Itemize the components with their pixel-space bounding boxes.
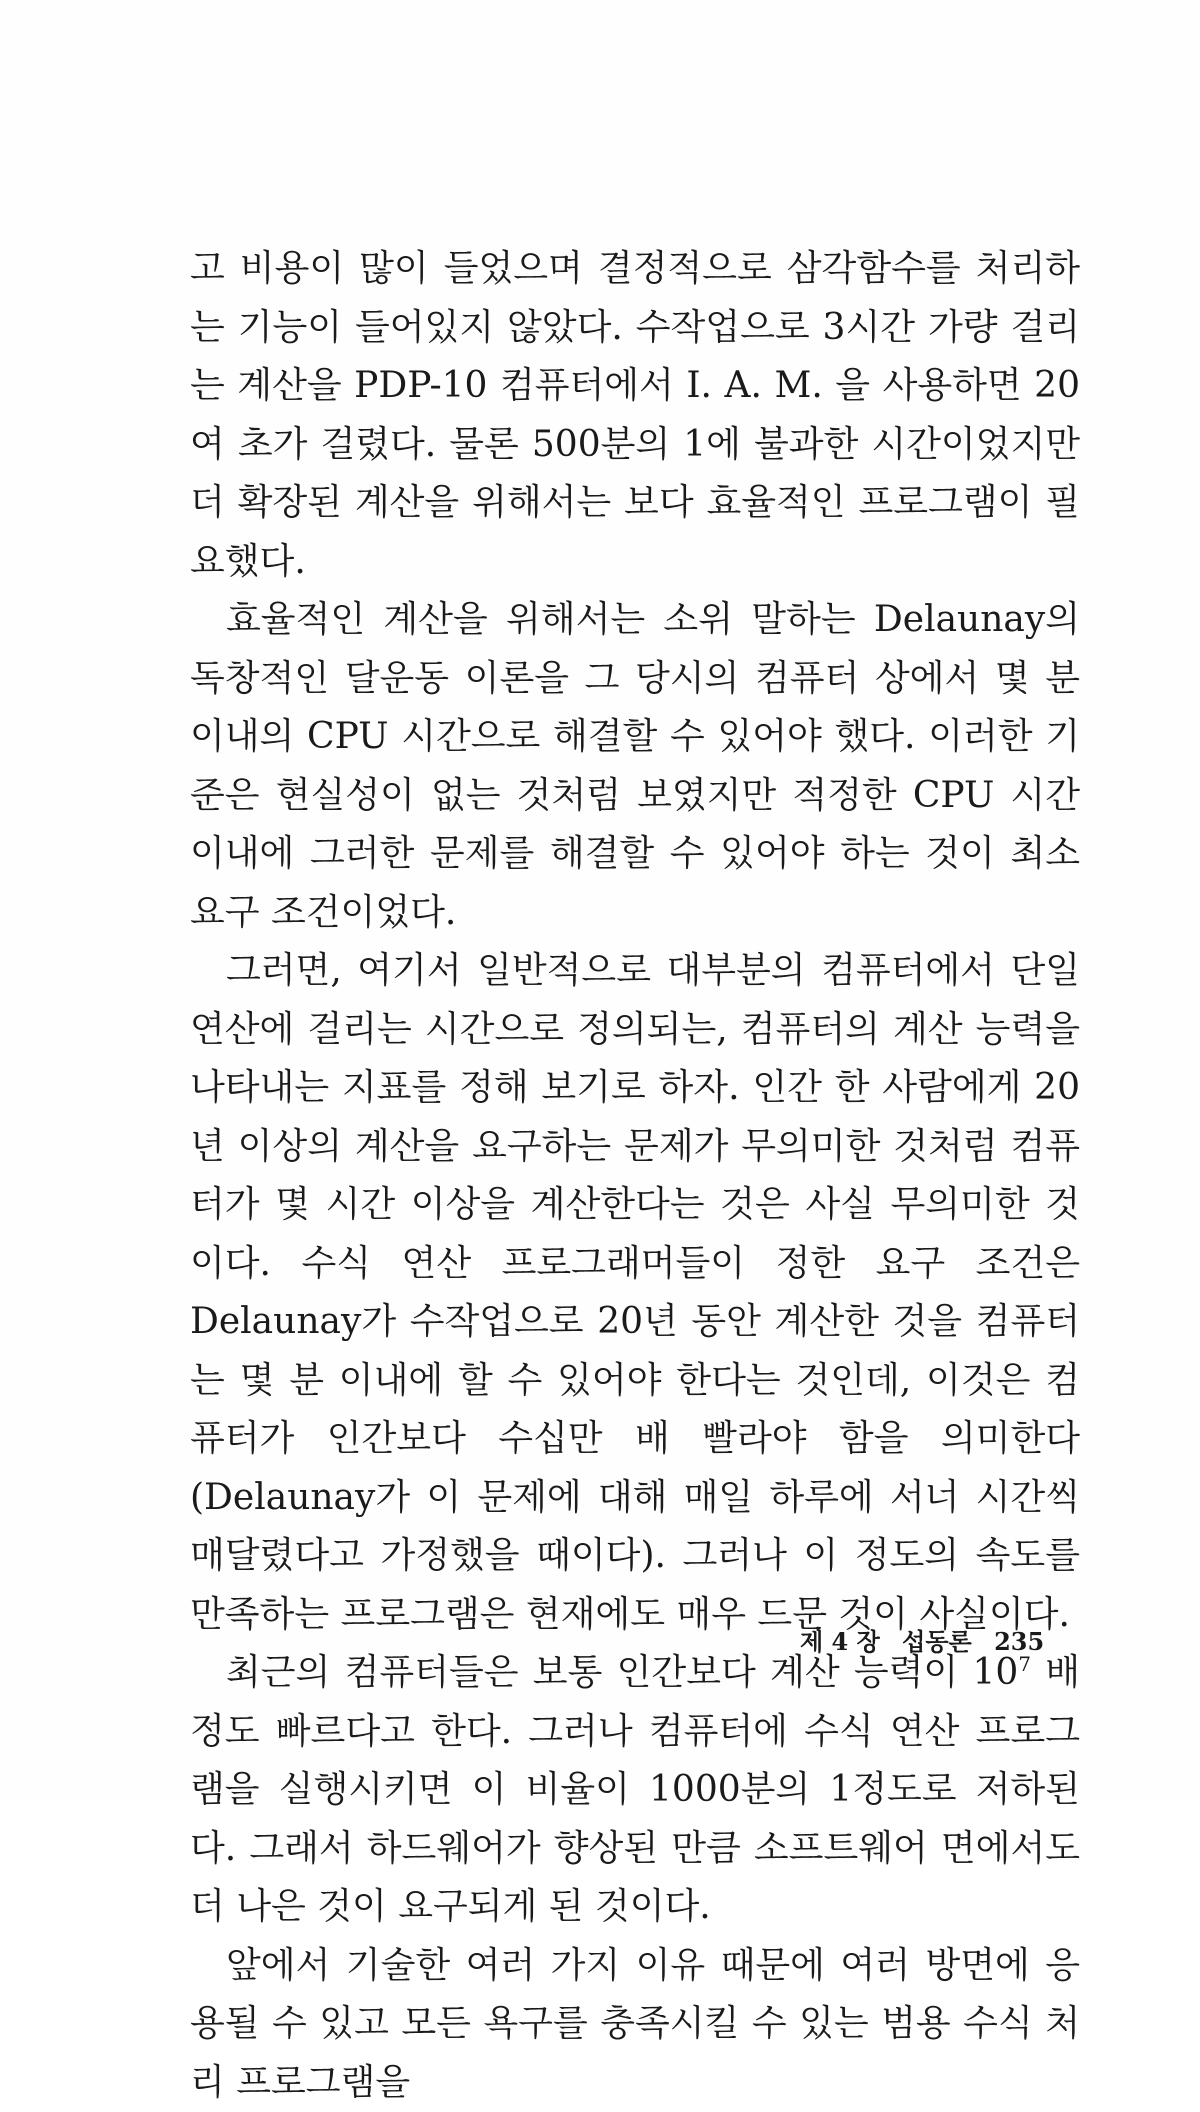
chapter-label: 제 4 장	[800, 1627, 880, 1656]
paragraph	[190, 1644, 1080, 1937]
page-number: 235	[994, 1627, 1044, 1656]
page-footer	[800, 1622, 1100, 1657]
chapter-title: 섭동론	[902, 1627, 972, 1656]
exponent: 7	[1018, 1653, 1031, 1676]
paragraph-text-after-exponent: 배 정도 빠르다고 한다. 그러나 컴퓨터에 수식 연산 프로그램을 실행시키면 이 비율이 1000분의 1정도로 저하된다. 그래서 하드웨어가 향상된 만큼 소프트웨어 면에서도 더 나은 것이 요구되게 된 것이다.	[190, 1652, 1080, 1927]
paragraph: 앞에서 기술한 여러 가지 이유 때문에 여러 방면에 응용될 수 있고 모든 욕구를 충족시킬 수 있는 범용 수식 처리 프로그램을	[190, 1937, 1080, 2112]
paragraph: 효율적인 계산을 위해서는 소위 말하는 Delaunay의 독창적인 달운동 이론을 그 당시의 컴퓨터 상에서 몇 분 이내의 CPU 시간으로 해결할 수 있어야 했다. 이러한 기준은 현실성이 없는 것처럼 보였지만 적정한 CPU 시간 이내에 그러한 문제를 해결할 수 있어야 하는 것이 최소 요구 조건이었다.	[190, 591, 1080, 942]
paragraph-text-before-exponent: 최근의 컴퓨터들은 보통 인간보다 계산 능력이 10	[226, 1652, 1018, 1693]
paragraph: 그러면, 여기서 일반적으로 대부분의 컴퓨터에서 단일 연산에 걸리는 시간으로 정의되는, 컴퓨터의 계산 능력을 나타내는 지표를 정해 보기로 하자. 인간 한 사람에게 20년 이상의 계산을 요구하는 문제가 무의미한 것처럼 컴퓨터가 몇 시간 이상을 계산한다는 것은 사실 무의미한 것이다. 수식 연산 프로그래머들이 정한 요구 조건은 Delaunay가 수작업으로 20년 동안 계산한 것을 컴퓨터는 몇 분 이내에 할 수 있어야 한다는 것인데, 이것은 컴퓨터가 인간보다 수십만 배 빨라야 함을 의미한다(Delaunay가 이 문제에 대해 매일 하루에 서너 시간씩 매달렸다고 가정했을 때이다). 그러나 이 정도의 속도를 만족하는 프로그램은 현재에도 매우 드문 것이 사실이다.	[190, 942, 1080, 1644]
page-body	[190, 240, 1080, 2112]
paragraph: 고 비용이 많이 들었으며 결정적으로 삼각함수를 처리하는 기능이 들어있지 않았다. 수작업으로 3시간 가량 걸리는 계산을 PDP-10 컴퓨터에서 I. A. M. 을 사용하면 20여 초가 걸렸다. 물론 500분의 1에 불과한 시간이었지만 더 확장된 계산을 위해서는 보다 효율적인 프로그램이 필요했다.	[190, 240, 1080, 591]
